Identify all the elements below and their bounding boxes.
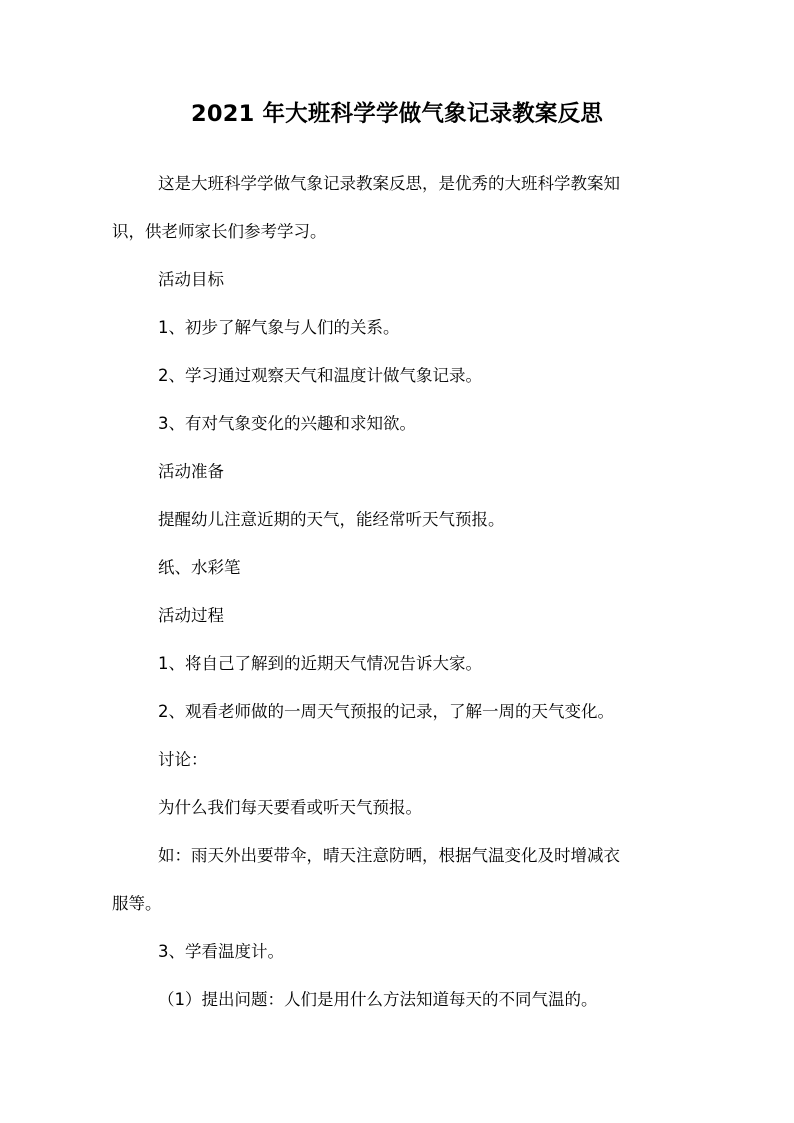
preparation-item-1: 提醒幼儿注意近期的天气，能经常听天气预报。 xyxy=(158,510,505,529)
process-item-1: 1、将自己了解到的近期天气情况告诉大家。 xyxy=(158,654,482,673)
paragraph-intro-line-2: 识，供老师家长们参考学习。 xyxy=(112,222,327,241)
document-title: 2021 年大班科学学做气象记录教案反思 xyxy=(191,101,603,127)
discussion-question: 为什么我们每天要看或听天气预报。 xyxy=(158,798,422,817)
paragraph-intro-line-1: 这是大班科学学做气象记录教案反思，是优秀的大班科学教案知 xyxy=(158,174,620,193)
goal-item-1: 1、初步了解气象与人们的关系。 xyxy=(158,318,400,337)
process-subitem-1: （1）提出问题：人们是用什么方法知道每天的不同气温的。 xyxy=(158,990,598,1009)
goal-item-3: 3、有对气象变化的兴趣和求知欲。 xyxy=(158,414,416,433)
discussion-example-line-2: 服等。 xyxy=(112,894,162,913)
preparation-item-2: 纸、水彩笔 xyxy=(158,558,241,577)
discussion-example-line-1: 如：雨天外出要带伞，晴天注意防晒，根据气温变化及时增减衣 xyxy=(158,846,620,865)
section-heading-activity-preparation: 活动准备 xyxy=(158,462,224,481)
section-heading-activity-goals: 活动目标 xyxy=(158,270,224,289)
process-item-2: 2、观看老师做的一周天气预报的记录，了解一周的天气变化。 xyxy=(158,702,614,721)
goal-item-2: 2、学习通过观察天气和温度计做气象记录。 xyxy=(158,366,482,385)
discussion-label: 讨论： xyxy=(158,750,208,769)
process-item-3: 3、学看温度计。 xyxy=(158,942,284,961)
section-heading-activity-process: 活动过程 xyxy=(158,606,224,625)
